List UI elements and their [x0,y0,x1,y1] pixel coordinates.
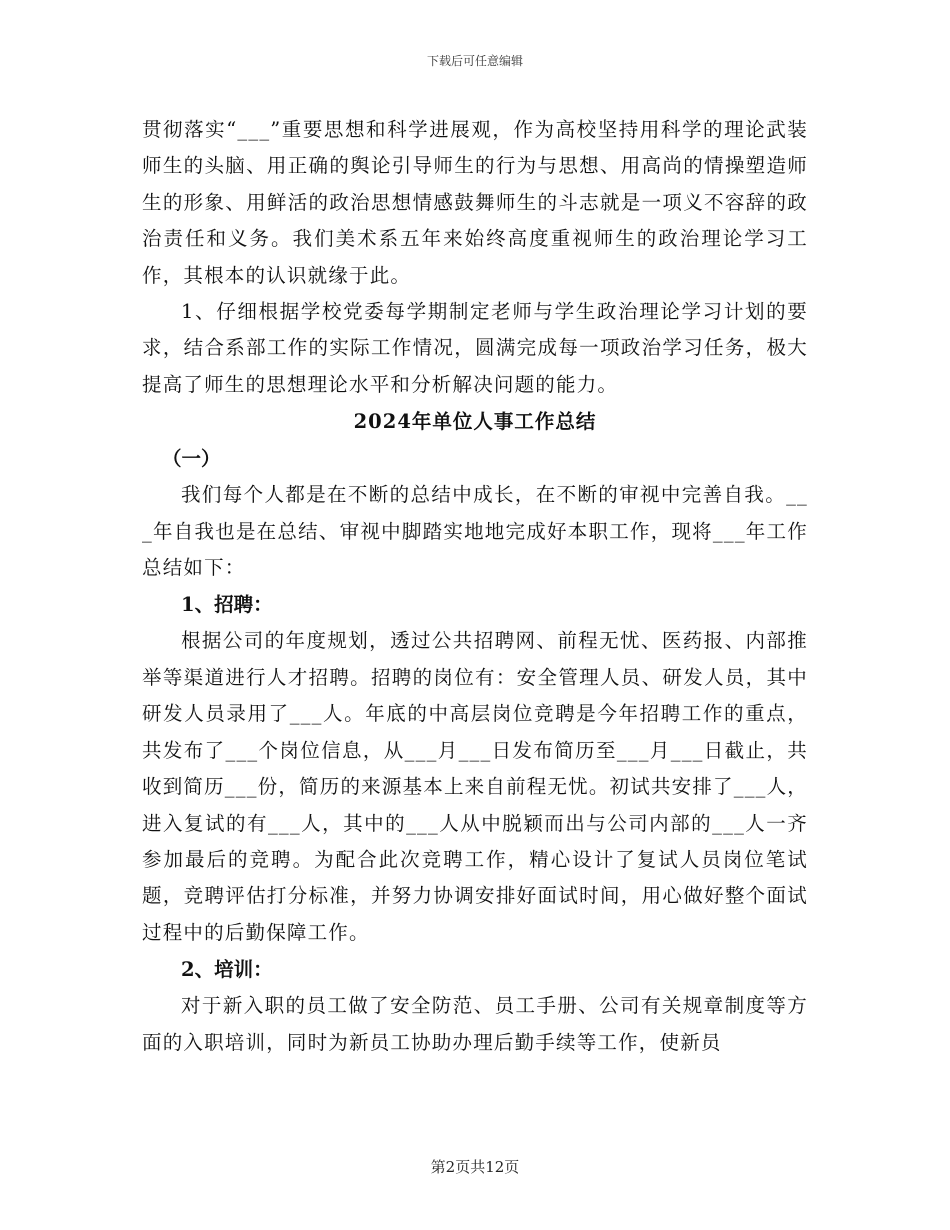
section-1-heading: 1、招聘： [181,593,273,617]
document-body [142,112,808,1061]
page-footer-pagination: 第2页共12页 [430,1158,520,1176]
opening-paragraph: 我们每个人都是在不断的总结中成长，在不断的审视中完善自我。___年自我也是在总结、审视中脚踏实地地完成好本职工作，现将___年工作总结如下： [142,483,808,580]
intro-paragraph: 贯彻落实“___”重要思想和科学进展观，作为高校坚持用科学的理论武装师生的头脑、用正确的舆论引导师生的行为与思想、用高尚的情操塑造师生的形象、用鲜活的政治思想情感鼓舞师生的斗志就是一项义不容辞的政治责任和义务。我们美术系五年来始终高度重视师生的政治理论学习工作，其根本的认识就缘于此。 [142,118,808,287]
section-1-paragraph: 根据公司的年度规划，透过公共招聘网、前程无忧、医药报、内部推举等渠道进行人才招聘。招聘的岗位有：安全管理人员、研发人员，其中研发人员录用了___人。年底的中高层岗位竞聘是今年招聘工作的重点，共发布了___个岗位信息，从___月___日发布简历至___月___日截止，共收到简历___份，简历的来源基本上来自前程无忧。初试共安排了___人，进入复试的有___人，其中的___人从中脱颖而出与公司内部的___人一齐参加最后的竞聘。为配合此次竞聘工作，精心设计了复试人员岗位笔试题，竞聘评估打分标准，并努力协调安排好面试时间，用心做好整个面试过程中的后勤保障工作。 [142,629,809,944]
page-header-note: 下载后可任意编辑 [426,54,523,68]
section-subtitle: （一） [162,447,221,471]
item-1-paragraph: 1、仔细根据学校党委每学期制定老师与学生政治理论学习计划的要求，结合系部工作的实际工作情况，圆满完成每一项政治学习任务，极大提高了师生的思想理论水平和分析解决问题的能力。 [142,300,808,396]
section-2-heading: 2、培训： [181,958,273,982]
section-2-paragraph: 对于新入职的员工做了安全防范、员工手册、公司有关规章制度等方面的入职培训，同时为新员工协助办理后勤手续等工作，使新员 [142,994,808,1054]
document-title: 2024年单位人事工作总结 [353,410,597,434]
